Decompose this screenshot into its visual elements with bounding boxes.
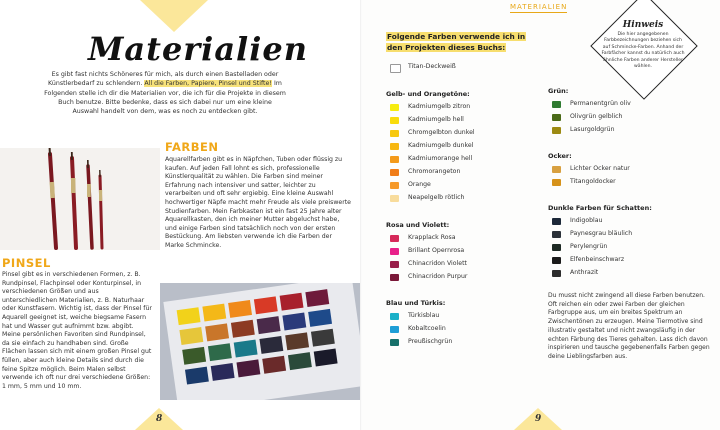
color-name: Anthrazit	[570, 269, 599, 276]
farben-text: Aquarellfarben gibt es in Näpfchen, Tuben oder flüssig zu kaufen. Auf jeden Fall lohnt es sich, professionelle Künstlerqualität zu wählen. Die Farben sind meiner Erfahrung nach intensiver und satter, leichter zu verarbeiten und oft sehr ergiebig. Eine kleine Auswahl hochwertiger Näpfe macht mehr Freude als viele preiswerte Studienfarben. Mein Farbkasten ist ein fast 25 Jahre alter Aquarellkasten, den ich meiner Mutter abgeluchst habe, und einige Farben sind tatsächlich noch von der ersten Bestückung. Am liebsten verwende ich die Farben der Marke Schmincke.	[165, 156, 351, 249]
color-chip	[552, 244, 561, 251]
color-chip	[390, 313, 399, 320]
color-chip	[390, 248, 399, 255]
color-name: Paynesgrau bläulich	[570, 230, 633, 237]
color-name: Brillant Opernrosa	[408, 247, 465, 254]
color-group-title: Rosa und Violett:	[386, 221, 450, 229]
closing-text: Du musst nicht zwingend all diese Farben benutzen. Oft reichen ein oder zwei Farben der gleichen Farbgruppe aus, um ein breites Spektrum an Zwischentönen zu erzeugen. Meine Tiermotive sind illustrativ gestaltet und nicht zwangsläufig in der echten Färbung des Tieres gehalten. Lass dich davon inspirieren und tausche gegebenenfalls Farben gegen deine Lieblingsfarben aus.	[548, 292, 710, 360]
color-chip	[552, 114, 561, 121]
intro-highlight: All die Farben, Papiere, Pinsel und Stifte!	[144, 80, 272, 88]
color-name: Chinacridon Violett	[408, 260, 467, 267]
color-name: Neapelgelb rötlich	[408, 194, 465, 201]
color-name: Kadmiumgelb hell	[408, 116, 464, 123]
color-group-title: Grün:	[548, 87, 569, 95]
right-page	[362, 0, 720, 430]
color-chip	[552, 231, 561, 238]
page-number-left: 8	[156, 414, 163, 424]
color-chip	[390, 169, 399, 176]
color-name: Kadmiumorange hell	[408, 155, 473, 162]
color-group-title: Ocker:	[548, 152, 572, 160]
colors-heading-line-2: den Projekten dieses Buchs:	[387, 43, 506, 52]
color-chip	[552, 270, 561, 277]
color-name: Krapplack Rosa	[408, 234, 456, 241]
pinsel-text: Pinsel gibt es in verschiedenen Formen, z. B. Rundpinsel, Flachpinsel oder Konturpinsel, in verschiedenen Größen und aus unterschiedlichen Materialien, z. B. Naturhaar oder Kunstfasern. Wichtig ist, dass der Pinsel für Aquarell geeignet ist, weiche biegsame Fasern hat und Wasser gut aufnimmt bzw. abgibt. Meine persönlichen Favoriten sind Rundpinsel, da sie einfach zu handhaben sind. Große Flächen lassen sich mit einem großen Pinsel gut füllen, aber auch kleine Details sind durch die feine Spitze möglich. Beim Malen selbst verwende ich oft nur drei verschiedene Größen: 1 mm, 5 mm und 10 mm.	[2, 271, 152, 390]
pinsel-heading: PINSEL	[2, 256, 51, 270]
color-chip	[390, 182, 399, 189]
color-chip	[552, 166, 561, 173]
intro-text	[44, 70, 286, 116]
color-chip	[390, 104, 399, 111]
color-name: Kadmiumgelb zitron	[408, 103, 471, 110]
color-chip	[552, 257, 561, 264]
color-chip	[552, 218, 561, 225]
hinweis-title: Hinweis	[622, 20, 664, 30]
page-number-right: 9	[535, 414, 542, 424]
color-chip	[390, 326, 399, 333]
color-name: Chromgelbton dunkel	[408, 129, 475, 136]
color-chip	[390, 64, 401, 73]
color-name: Türkisblau	[408, 312, 440, 319]
colors-heading	[386, 31, 532, 53]
hinweis-text: Die hier angegebenen Farbbezeichnungen beziehen sich auf Schmincke-Farben. Anhand der Farbfächer kannst du natürlich auch ähnliche Farben anderer Hersteller wählen.	[601, 32, 685, 70]
brushes-illustration	[0, 148, 160, 250]
color-chip	[390, 274, 399, 281]
color-chip	[552, 127, 561, 134]
color-group-title: Gelb- und Orangetöne:	[386, 90, 470, 98]
running-header: MATERIALIEN	[510, 3, 568, 11]
hinweis-box	[600, 20, 686, 70]
color-name: Kobaltcoelin	[408, 325, 446, 332]
color-name: Preußischgrün	[408, 338, 453, 345]
color-name: Olivgrün gelblich	[570, 113, 623, 120]
color-chip	[390, 261, 399, 268]
watercolor-palette-photo	[160, 283, 360, 400]
color-group-title: Blau und Türkis:	[386, 299, 446, 307]
color-name: Kadmiumgelb dunkel	[408, 142, 474, 149]
color-chip	[552, 179, 561, 186]
color-name: Lichter Ocker natur	[570, 165, 630, 172]
decorative-triangle-top	[140, 0, 208, 32]
color-name: Orange	[408, 181, 431, 188]
color-name: Chinacridon Purpur	[408, 273, 468, 280]
intro-after: Im Folgenden stelle ich dir die Materialien vor, die ich für die Projekte in diesem Buch benutze. Bitte bedenke, dass es sich dabei nur um eine kleine Auswahl handelt von dem, was es noch zu entdecken gibt.	[44, 80, 286, 116]
color-chip	[390, 156, 399, 163]
color-name: Titan-Deckweiß	[408, 63, 456, 70]
brushes-photo	[0, 148, 160, 250]
color-name: Chromorangeton	[408, 168, 461, 175]
color-name: Elfenbeinschwarz	[570, 256, 625, 263]
color-chip	[390, 339, 399, 346]
color-chip	[390, 143, 399, 150]
intro-before: Es gibt fast nichts Schöneres für mich, als durch einen Bastelladen oder Künstlerbedarf zu schlendern.	[48, 71, 279, 88]
color-chip	[390, 195, 399, 202]
color-group-title: Dunkle Farben für Schatten:	[548, 204, 652, 212]
colors-heading-line-1: Folgende Farben verwende ich in	[387, 32, 526, 41]
color-name: Titangoldocker	[570, 178, 616, 185]
farben-heading: FARBEN	[165, 140, 219, 154]
color-chip	[552, 101, 561, 108]
color-chip	[390, 130, 399, 137]
color-name: Lasurgoldgrün	[570, 126, 615, 133]
color-chip	[390, 235, 399, 242]
page-title: Materialien	[88, 30, 308, 68]
palette-illustration	[160, 283, 360, 400]
color-name: Permanentgrün oliv	[570, 100, 631, 107]
color-chip	[390, 117, 399, 124]
color-name: Indigoblau	[570, 217, 603, 224]
color-name: Perylengrün	[570, 243, 608, 250]
